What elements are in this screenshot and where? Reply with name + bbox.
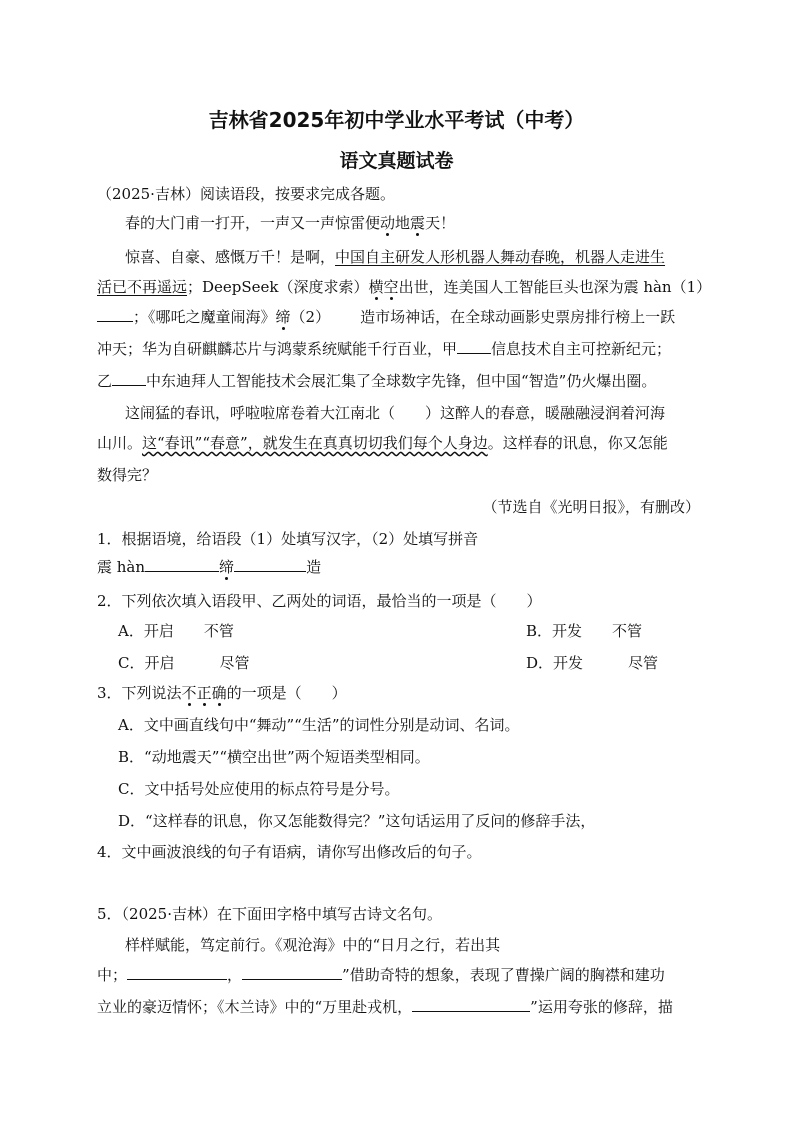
emphasis-dot-char: 震 [410, 214, 426, 232]
exam-subtitle: 语文真题试卷 [339, 150, 454, 172]
emphasis-dot-char: 空 [383, 278, 399, 296]
emphasis-dot-char: 不 [181, 684, 197, 702]
question-1-stem: 1．根据语境，给语段（1）处填写汉字，（2）处填写拼音 [97, 530, 479, 548]
poem-blank-2[interactable] [242, 964, 342, 980]
fill-blank-yi[interactable] [112, 370, 146, 386]
question-3-option-c[interactable]: C．文中括号处应使用的标点符号是分号。 [118, 780, 400, 798]
question-5-line-1: 样样赋能，笃定前行。《观沧海》中的“日月之行，若出其 [125, 936, 501, 954]
question-1-answer-line: 震 hàn 缔 造 [97, 558, 322, 576]
passage-p2-line-5: 乙 中东迪拜人工智能技术会展汇集了全球数字先锋，但中国“智造”仍火爆出圈。 [97, 372, 657, 390]
emphasis-dot-char: 缔 [275, 308, 291, 326]
passage-p3-line-3: 数得完？ [97, 466, 158, 484]
poem-blank-3[interactable] [412, 996, 530, 1012]
option-c[interactable]: C．开启 尽管 [118, 654, 250, 672]
underlined-sentence: 中国自主研发人形机器人舞动春晚，机器人走进生 [335, 248, 666, 266]
question-3-stem: 3．下列说法不正确的一项是（ ） [97, 684, 347, 702]
passage-source: （节选自《光明日报》，有删改） [482, 498, 700, 516]
passage-p2-line-4: 冲天；华为自研麒麟芯片与鸿蒙系统赋能千行百业，甲 信息技术自主可控新纪元； [97, 340, 672, 358]
question-2-options-row-2 [118, 652, 700, 674]
option-b[interactable]: B．开发 不管 [526, 622, 643, 640]
passage-p3-line-1: 这闹猛的春讯，呼啦啦席卷着大江南北（ ）这醉人的春意，暖融融浸润着河海 [125, 404, 666, 422]
question-3-option-d[interactable]: D．“这样春的讯息，你又怎能数得完？”这句话运用了反问的修辞手法， [118, 812, 596, 830]
option-a[interactable]: A．开启 不管 [118, 622, 234, 640]
underlined-sentence: 活已不再遥远 [97, 278, 188, 296]
answer-blank-2[interactable] [234, 556, 306, 572]
answer-blank-1[interactable] [145, 556, 219, 572]
question-5-line-3: 立业的豪迈情怀；《木兰诗》中的“万里赴戎机， ”运用夸张的修辞，描 [97, 998, 673, 1016]
emphasis-dot-char: 缔 [219, 558, 235, 576]
question-5-line-2: 中； ， ”借助奇特的想象，表现了曹操广阔的胸襟和建功 [97, 966, 665, 984]
passage-p2-line-1: 惊喜、自豪、感慨万千！是啊，中国自主研发人形机器人舞动春晚，机器人走进生 [125, 248, 666, 266]
passage-p2-line-2: 活已不再遥远；DeepSeek（深度求索）横空出世，连美国人工智能巨头也深为震 hàn（1） [97, 278, 712, 296]
option-d[interactable]: D．开发 尽管 [526, 654, 659, 672]
poem-blank-1[interactable] [127, 964, 227, 980]
question-2-stem: 2．下列依次填入语段甲、乙两处的词语，最恰当的一项是（ ） [97, 592, 542, 610]
emphasis-dot-char: 确 [211, 684, 227, 702]
wavy-underlined-sentence: 这“春讯”“春意”，就发生在真真切切我们每个人身边 [142, 434, 488, 452]
fill-blank-jia[interactable] [457, 338, 491, 354]
question-2-options-row-1 [118, 620, 700, 642]
reading-intro: （2025·吉林）阅读语段，按要求完成各题。 [97, 185, 395, 203]
question-4-stem: 4．文中画波浪线的句子有语病，请你写出修改后的句子。 [97, 843, 482, 861]
passage-paragraph-1: 春的大门甫一打开，一声又一声惊雷便动地震天！ [125, 214, 456, 232]
emphasis-dot-char: 横 [368, 278, 384, 296]
question-5-stem: 5．（2025·吉林）在下面田字格中填写古诗文名句。 [97, 905, 442, 923]
fill-blank-1[interactable] [97, 306, 133, 322]
question-3-option-b[interactable]: B．“动地震天”“横空出世”两个短语类型相同。 [118, 748, 430, 766]
passage-p2-line-3: ；《哪吒之魔童闹海》缔（2） 造市场神话，在全球动画影史票房排行榜上一跃 [97, 306, 700, 328]
exam-title: 吉林省2025年初中学业水平考试（中考） [208, 108, 585, 132]
emphasis-dot-char: 动 [380, 214, 396, 232]
passage-p3-line-2: 山川。这“春讯”“春意”，就发生在真真切切我们每个人身边。这样春的讯息，你又怎能 [97, 434, 668, 452]
emphasis-dot-char: 正 [196, 684, 212, 702]
question-3-option-a[interactable]: A．文中画直线句中“舞动”“生活”的词性分别是动词、名词。 [118, 716, 520, 734]
